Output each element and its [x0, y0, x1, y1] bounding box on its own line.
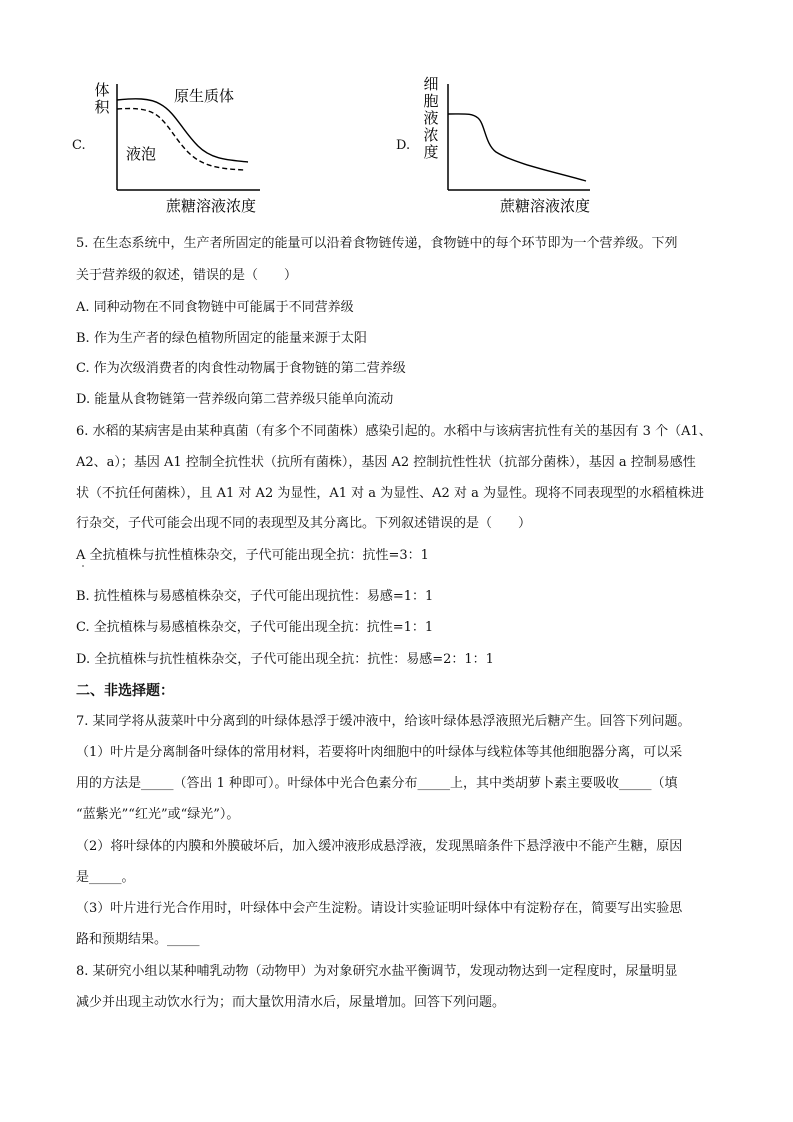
figure-d-x-axis-label: 蔗糖溶液浓度: [500, 197, 591, 215]
q7-part3-line-1: （3）叶片进行光合作用时，叶绿体中会产生淀粉。请设计实验证明叶绿体中有淀粉存在，简要写出实验思: [76, 901, 683, 916]
figure-d-option-label: D.: [396, 138, 411, 153]
q7-part2-line-1: （2）将叶绿体的内膜和外膜破坏后，加入缓冲液形成悬浮液，发现黑暗条件下悬浮液中不能产生糖，原因: [76, 839, 683, 854]
q7-part1-line-1: （1）叶片是分离制备叶绿体的常用材料，若要将叶肉细胞中的叶绿体与线粒体等其他细胞器分离，可以采: [76, 745, 683, 760]
q5-stem-line-1: 5. 在生态系统中，生产者所固定的能量可以沿着食物链传递，食物链中的每个环节即为一个营养级。下列: [76, 236, 678, 251]
figure-c-y-axis-label: 体积: [94, 81, 110, 116]
stray-dot: [82, 565, 84, 567]
q7-part1-line-2: 用的方法是_____（答出 1 种即可）。叶绿体中光合色素分布_____上，其中类胡萝卜素主要吸收_____（填: [76, 776, 678, 791]
q6-stem-line-4: 行杂交，子代可能会出现不同的表现型及其分离比。下列叙述错误的是（ ）: [76, 516, 532, 531]
q7-part2-line-2: 是_____。: [76, 870, 135, 885]
figure-c-series-vacuole-label: 液泡: [126, 145, 157, 163]
figure-c: [60, 72, 290, 222]
figure-c-x-axis-label: 蔗糖溶液浓度: [166, 197, 257, 215]
q5-option-a: A. 同种动物在不同食物链中可能属于不同营养级: [76, 300, 354, 315]
q8-stem-line-2: 减少并出现主动饮水行为；而大量饮用清水后，尿量增加。回答下列问题。: [76, 995, 506, 1010]
q5-option-c: C. 作为次级消费者的肉食性动物属于食物链的第二营养级: [76, 361, 406, 376]
q7-part1-line-3: “蓝紫光”“红光”或“绿光”）。: [76, 807, 240, 822]
q6-option-a: A 全抗植株与抗性植株杂交，子代可能出现全抗：抗性=3：1: [76, 548, 429, 563]
q6-option-b: B. 抗性植株与易感植株杂交，子代可能出现抗性：易感=1：1: [76, 589, 434, 604]
figure-c-option-label: C.: [72, 138, 86, 153]
figure-c-series-protoplast-label: 原生质体: [174, 87, 235, 105]
q5-stem-line-2: 关于营养级的叙述，错误的是（ ）: [76, 268, 298, 283]
q6-stem-line-2: A2、a）；基因 A1 控制全抗性状（抗所有菌株），基因 A2 控制抗性性状（抗部分菌株），基因 a 控制易感性: [76, 455, 696, 470]
q6-option-d: D. 全抗植株与抗性植株杂交，子代可能出现全抗：抗性：易感=2：1：1: [76, 652, 494, 667]
q7-stem: 7. 某同学将从菠菜叶中分离到的叶绿体悬浮于缓冲液中，给该叶绿体悬浮液照光后糖产生。回答下列问题。: [76, 714, 691, 729]
figure-d: [390, 72, 620, 222]
q5-option-b: B. 作为生产者的绿色植物所固定的能量来源于太阳: [76, 331, 367, 346]
q6-option-c: C. 全抗植株与易感植株杂交，子代可能出现全抗：抗性=1：1: [76, 620, 434, 635]
figure-d-curve: [448, 114, 586, 181]
figure-d-y-axis-label: 细胞液浓度: [423, 75, 439, 161]
section-heading: 二、非选择题：: [76, 683, 174, 699]
q5-option-d: D. 能量从食物链第一营养级向第二营养级只能单向流动: [76, 392, 394, 407]
q6-stem-line-1: 6. 水稻的某病害是由某种真菌（有多个不同菌株）感染引起的。水稻中与该病害抗性有关的基因有 3 个（A1、: [76, 424, 712, 439]
q6-stem-line-3: 状（不抗任何菌株），且 A1 对 A2 为显性，A1 对 a 为显性、A2 对 a 为显性。现将不同表现型的水稻植株进: [76, 486, 704, 501]
q8-stem-line-1: 8. 某研究小组以某种哺乳动物（动物甲）为对象研究水盐平衡调节，发现动物达到一定程度时，尿量明显: [76, 964, 678, 979]
q7-part3-line-2: 路和预期结果。_____: [76, 932, 200, 947]
